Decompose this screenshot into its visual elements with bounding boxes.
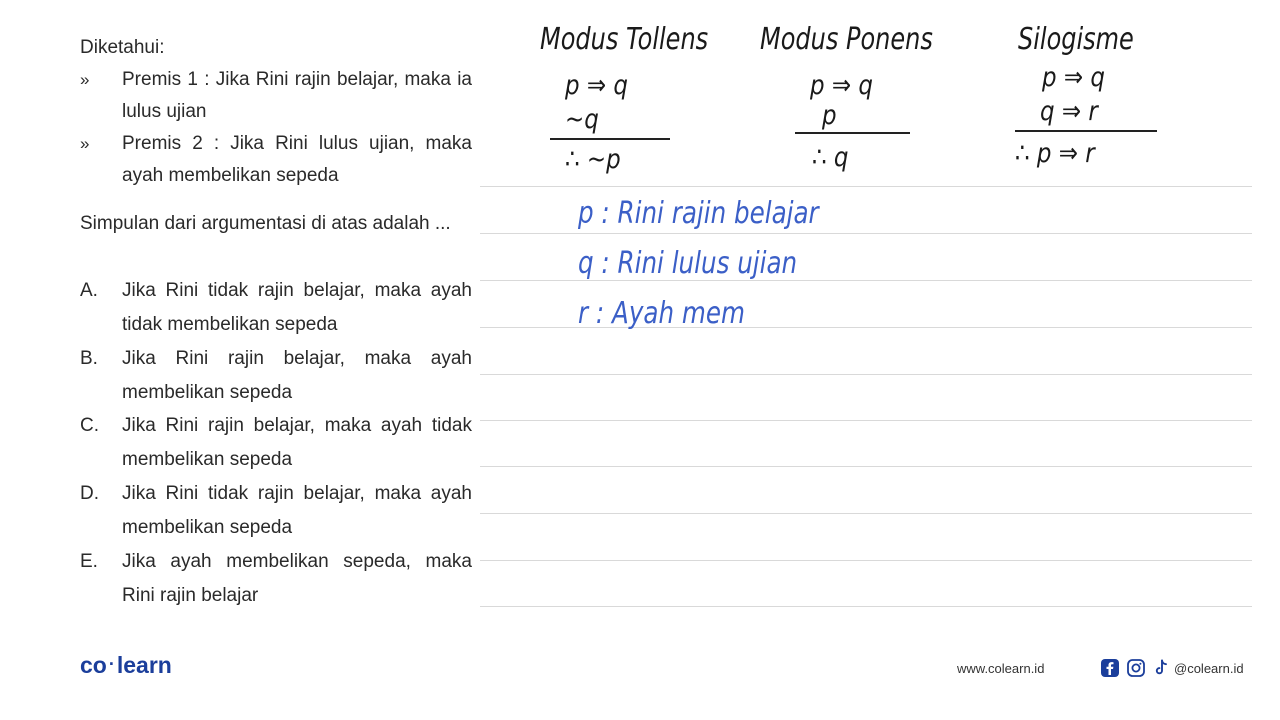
option-b[interactable] [80, 342, 472, 410]
conclusion-bar [795, 132, 910, 134]
premise-text: Premis 1 : Jika Rini rajin belajar, maka ia lulus ujian [122, 69, 472, 122]
option-a[interactable] [80, 274, 472, 342]
rule-premise-line: p [822, 100, 837, 131]
rule-line [480, 420, 1252, 421]
rule-line [480, 513, 1252, 514]
option-letter: E. [80, 551, 98, 572]
rule-conclusion: ∴ ~p [565, 144, 621, 175]
rule-conclusion: ∴ p ⇒ r [1015, 138, 1095, 169]
option-text: Jika Rini tidak rajin belajar, maka ayah membelikan sepeda [122, 483, 472, 538]
conclusion-bar [1015, 130, 1157, 132]
option-letter: D. [80, 483, 99, 504]
rule-line [480, 186, 1252, 187]
given-header: Diketahui: [80, 37, 165, 58]
definition-q: q : Rini lulus ujian [578, 246, 798, 281]
question-prompt: Simpulan dari argumentasi di atas adalah ... [80, 213, 451, 234]
option-text: Jika ayah membelikan sepeda, maka Rini rajin belajar [122, 551, 472, 606]
option-letter: C. [80, 415, 99, 436]
rule-line [480, 560, 1252, 561]
facebook-icon[interactable] [1100, 658, 1120, 678]
conclusion-bar [550, 138, 670, 140]
brand-right: learn [116, 652, 172, 678]
rule-premise-line: p ⇒ q [1042, 62, 1105, 93]
premise-1 [80, 64, 472, 128]
option-letter: A. [80, 280, 98, 301]
definition-p: p : Rini rajin belajar [578, 196, 819, 231]
brand-left: co [80, 652, 107, 678]
option-text: Jika Rini tidak rajin belajar, maka ayah tidak membelikan sepeda [122, 280, 472, 335]
premise-text: Premis 2 : Jika Rini lulus ujian, maka ayah membelikan sepeda [122, 133, 472, 186]
bullet-icon: » [80, 134, 90, 153]
rule-premise-line: p ⇒ q [810, 70, 873, 101]
premise-2 [80, 128, 472, 192]
brand-logo [80, 652, 172, 679]
social-handle[interactable]: @colearn.id [1174, 661, 1244, 676]
rule-title: Modus Tollens [540, 22, 709, 57]
option-letter: B. [80, 348, 98, 369]
rule-line [480, 233, 1252, 234]
option-d[interactable] [80, 477, 472, 545]
definition-r: r : Ayah mem [578, 296, 745, 331]
bullet-icon: » [80, 70, 90, 89]
rule-line [480, 374, 1252, 375]
option-e[interactable] [80, 545, 472, 613]
website-link[interactable]: www.colearn.id [957, 661, 1045, 676]
rule-line [480, 466, 1252, 467]
instagram-icon[interactable] [1126, 658, 1146, 678]
option-text: Jika Rini rajin belajar, maka ayah membelikan sepeda [122, 348, 472, 403]
rule-title: Silogisme [1018, 22, 1134, 57]
rule-premise-line: ~q [565, 104, 599, 135]
rule-line [480, 606, 1252, 607]
tiktok-icon[interactable] [1151, 658, 1171, 678]
rule-conclusion: ∴ q [812, 142, 849, 173]
option-c[interactable] [80, 409, 472, 477]
rule-title: Modus Ponens [760, 22, 933, 57]
rule-premise-line: p ⇒ q [565, 70, 628, 101]
rule-premise-line: q ⇒ r [1040, 96, 1098, 127]
option-text: Jika Rini rajin belajar, maka ayah tidak membelikan sepeda [122, 415, 472, 470]
brand-dot: · [108, 654, 115, 674]
